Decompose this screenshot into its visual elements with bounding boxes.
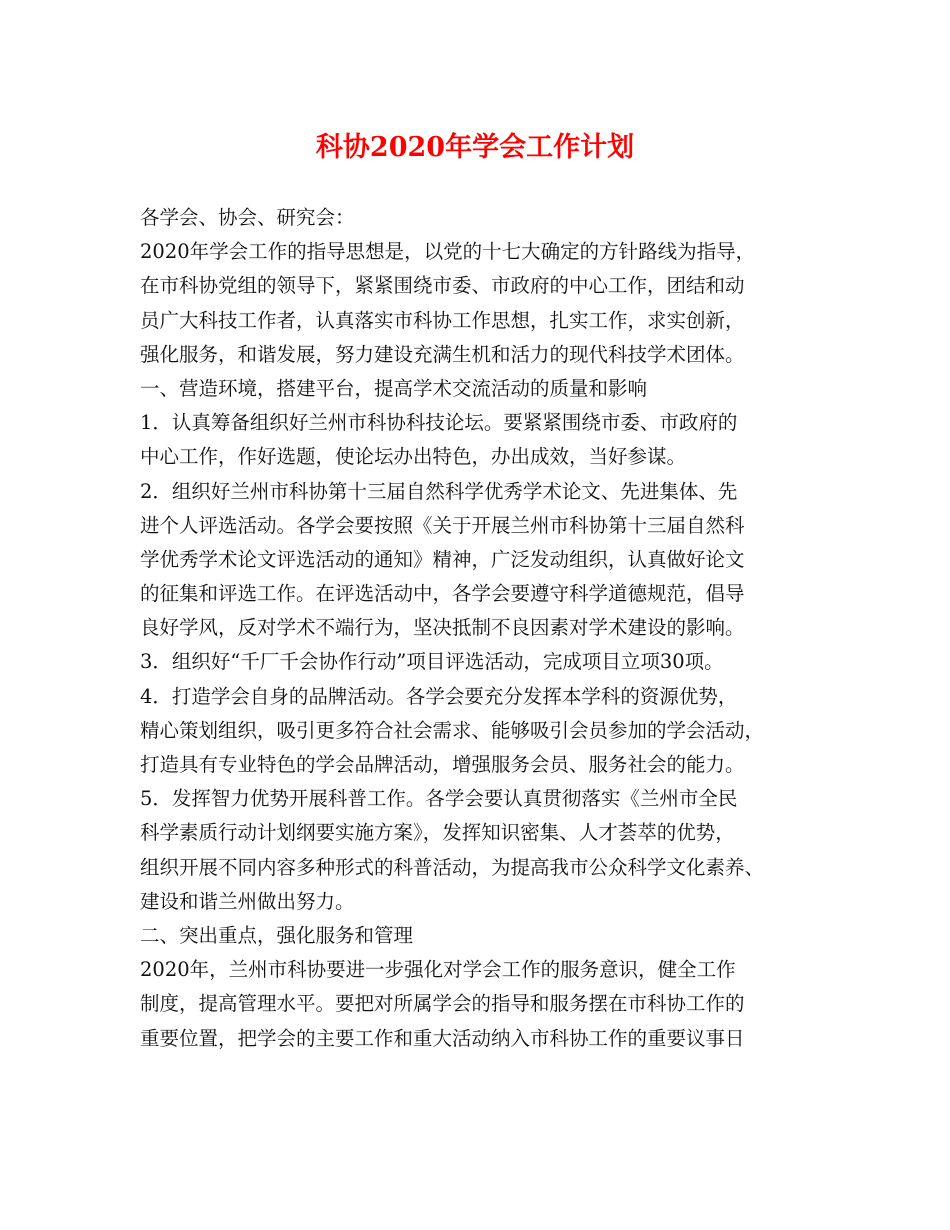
body-line: 重要位置，把学会的主要工作和重大活动纳入市科协工作的重要议事日: [140, 1026, 745, 1050]
section-heading-1: 一、营造环境，搭建平台，提高学术交流活动的质量和影响: [140, 376, 648, 400]
body-line: 学优秀学术论文评选活动的通知》精神，广泛发动组织，认真做好论文: [140, 547, 745, 571]
body-line: 4．打造学会自身的品牌活动。各学会要充分发挥本学科的资源优势，: [140, 684, 738, 708]
body-line: 制度，提高管理水平。要把对所属学会的指导和服务摆在市科协工作的: [140, 992, 745, 1016]
body-line: 强化服务，和谐发展，努力建设充满生机和活力的现代科技学术团体。: [140, 342, 745, 366]
body-line: 2020年，兰州市科协要进一步强化对学会工作的服务意识，健全工作: [140, 958, 736, 982]
document-body: [140, 201, 830, 1056]
body-line: 1．认真筹备组织好兰州市科协科技论坛。要紧紧围绕市委、市政府的: [140, 411, 738, 435]
body-line: 组织开展不同内容多种形式的科普活动，为提高我市公众科学文化素养、: [140, 855, 765, 879]
body-line: 各学会、协会、研究会：: [140, 206, 355, 229]
section-heading-2: 二、突出重点，强化服务和管理: [140, 923, 414, 947]
body-line: 建设和谐兰州做出努力。: [140, 889, 355, 913]
body-line: 科学素质行动计划纲要实施方案》，发挥知识密集、人才荟萃的优势，: [140, 821, 735, 845]
body-line: 2020年学会工作的指导思想是，以党的十七大确定的方针路线为指导，: [140, 240, 756, 264]
body-line: 进个人评选活动。各学会要按照《关于开展兰州市科协第十三届自然科: [140, 513, 745, 537]
body-line: 打造具有专业特色的学会品牌活动，增强服务会员、服务社会的能力。: [140, 753, 745, 776]
body-line: 良好学风，反对学术不端行为，坚决抵制不良因素对学术建设的影响。: [140, 616, 745, 640]
body-line: 中心工作，作好选题，使论坛办出特色，办出成效，当好参谋。: [140, 445, 687, 469]
body-line: 5．发挥智力优势开展科普工作。各学会要认真贯彻落实《兰州市全民: [140, 787, 738, 811]
body-line: 精心策划组织，吸引更多符合社会需求、能够吸引会员参加的学会活动，: [140, 718, 765, 742]
body-line: 在市科协党组的领导下，紧紧围绕市委、市政府的中心工作，团结和动: [140, 274, 745, 298]
body-line: 3．组织好“千厂千会协作行动”项目评选活动，完成项目立项30项。: [140, 650, 724, 674]
body-line: 2．组织好兰州市科协第十三届自然科学优秀学术论文、先进集体、先: [140, 479, 738, 503]
body-line: 的征集和评选工作。在评选活动中，各学会要遵守科学道德规范，倡导: [140, 582, 745, 606]
document-title: 科协2020年学会工作计划: [315, 132, 635, 163]
body-line: 员广大科技工作者，认真落实市科协工作思想，扎实工作，求实创新，: [140, 308, 745, 332]
